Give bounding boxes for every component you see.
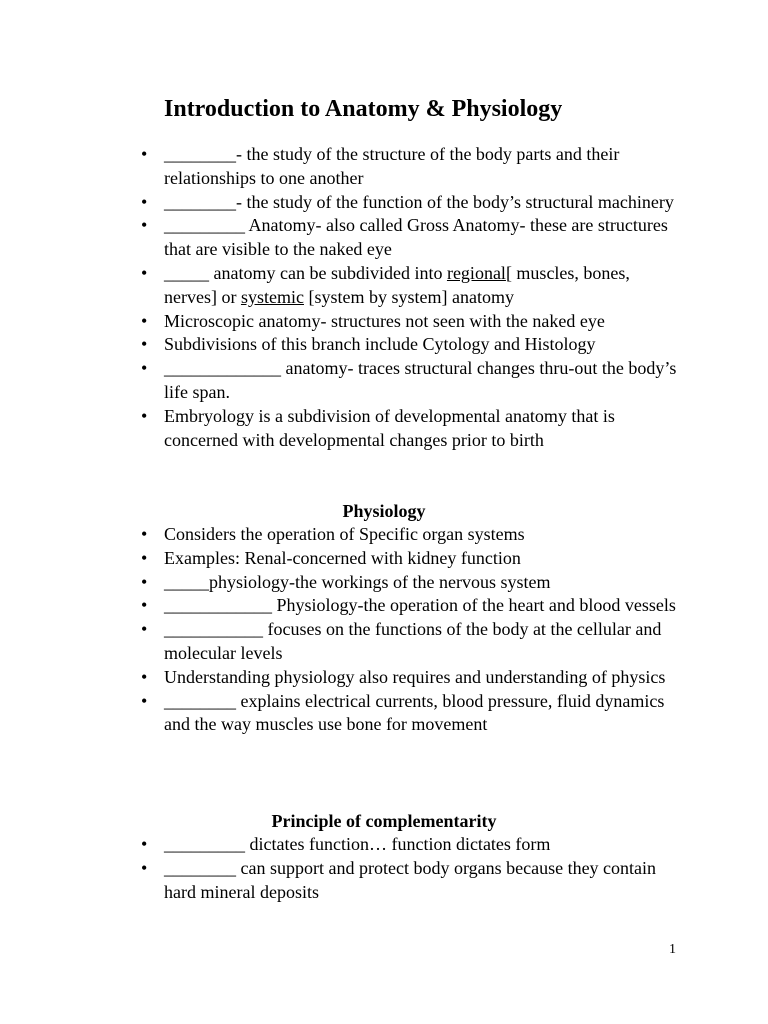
- complementarity-heading: Principle of complementarity: [271, 811, 497, 831]
- bullet-icon: •: [141, 215, 148, 236]
- bullet-icon: •: [141, 191, 148, 212]
- list-item-text: ___________ focuses on the functions of the body at the cellular and molecular levels: [164, 619, 662, 663]
- list-item: [0, 262, 684, 310]
- bullet-icon: •: [141, 595, 148, 616]
- list-item: [0, 191, 684, 215]
- list-item: [0, 143, 684, 191]
- list-item-text: _________ dictates function… function dictates form: [164, 834, 551, 854]
- list-item-text: Subdivisions of this branch include Cytology and Histology: [164, 334, 596, 355]
- list-item-text: Examples: Renal-concerned with kidney function: [164, 547, 521, 568]
- list-item: [0, 857, 684, 905]
- bullet-icon: •: [141, 262, 148, 283]
- list-item-text: Embryology is a subdivision of developmental anatomy that is concerned with developmental changes prior to birth: [164, 405, 615, 450]
- complementarity-list: [0, 833, 684, 904]
- list-item: [0, 214, 684, 262]
- list-item: [0, 833, 684, 857]
- list-item-text: ____________ Physiology-the operation of the heart and blood vessels: [164, 595, 676, 616]
- bullet-icon: •: [141, 834, 148, 854]
- bullet-icon: •: [141, 571, 148, 592]
- underlined-term-systemic: systemic: [240, 286, 304, 307]
- list-item: [0, 618, 684, 666]
- document-title: Introduction to Anatomy & Physiology: [164, 96, 563, 122]
- bullet-icon: •: [141, 524, 148, 544]
- list-item-text: ________- the study of the function of the body’s structural machinery: [164, 191, 674, 212]
- bullet-icon: •: [141, 144, 148, 164]
- list-item: [0, 571, 684, 595]
- list-item-text: ________- the study of the structure of the body parts and their relationships to one another: [164, 144, 620, 188]
- physiology-list: [0, 523, 684, 737]
- list-item-text: _________ Anatomy- also called Gross Anatomy- these are structures that are visible to the naked eye: [164, 215, 668, 260]
- bullet-icon: •: [141, 666, 148, 687]
- list-item: [0, 310, 684, 334]
- list-item: [0, 357, 684, 405]
- bullet-icon: •: [141, 857, 148, 878]
- anatomy-list: [0, 143, 684, 452]
- list-item: [0, 333, 684, 357]
- bullet-icon: •: [141, 547, 148, 568]
- bullet-icon: •: [141, 690, 148, 711]
- underlined-term-regional: regional: [446, 262, 506, 283]
- list-item: [0, 523, 684, 547]
- list-item: [0, 405, 684, 453]
- list-item-text-mid: [ muscles, bones, nerves] or: [164, 262, 630, 307]
- page-number: 1: [669, 942, 676, 957]
- list-item-text-post: [system by system] anatomy: [303, 286, 514, 307]
- bullet-icon: •: [141, 358, 148, 379]
- list-item-text: ________ can support and protect body organs because they contain hard mineral deposits: [164, 857, 657, 902]
- bullet-icon: •: [141, 310, 148, 331]
- list-item-text: ________ explains electrical currents, blood pressure, fluid dynamics and the way muscles use bone for movement: [164, 690, 665, 735]
- physiology-heading: Physiology: [342, 501, 426, 521]
- list-item: [0, 666, 684, 690]
- list-item-text: _____physiology-the workings of the nervous system: [164, 571, 551, 592]
- bullet-icon: •: [141, 405, 148, 426]
- bullet-icon: •: [141, 619, 148, 640]
- list-item-text: _____________ anatomy- traces structural changes thru-out the body’s life span.: [164, 358, 677, 402]
- list-item-text-pre: _____ anatomy can be subdivided into: [164, 262, 447, 283]
- list-item: [0, 594, 684, 618]
- list-item: [0, 547, 684, 571]
- bullet-icon: •: [141, 334, 148, 355]
- list-item: [0, 690, 684, 738]
- list-item-text: Microscopic anatomy- structures not seen with the naked eye: [164, 310, 605, 331]
- list-item-text: Understanding physiology also requires and understanding of physics: [164, 666, 666, 687]
- list-item-text: Considers the operation of Specific organ systems: [164, 524, 525, 544]
